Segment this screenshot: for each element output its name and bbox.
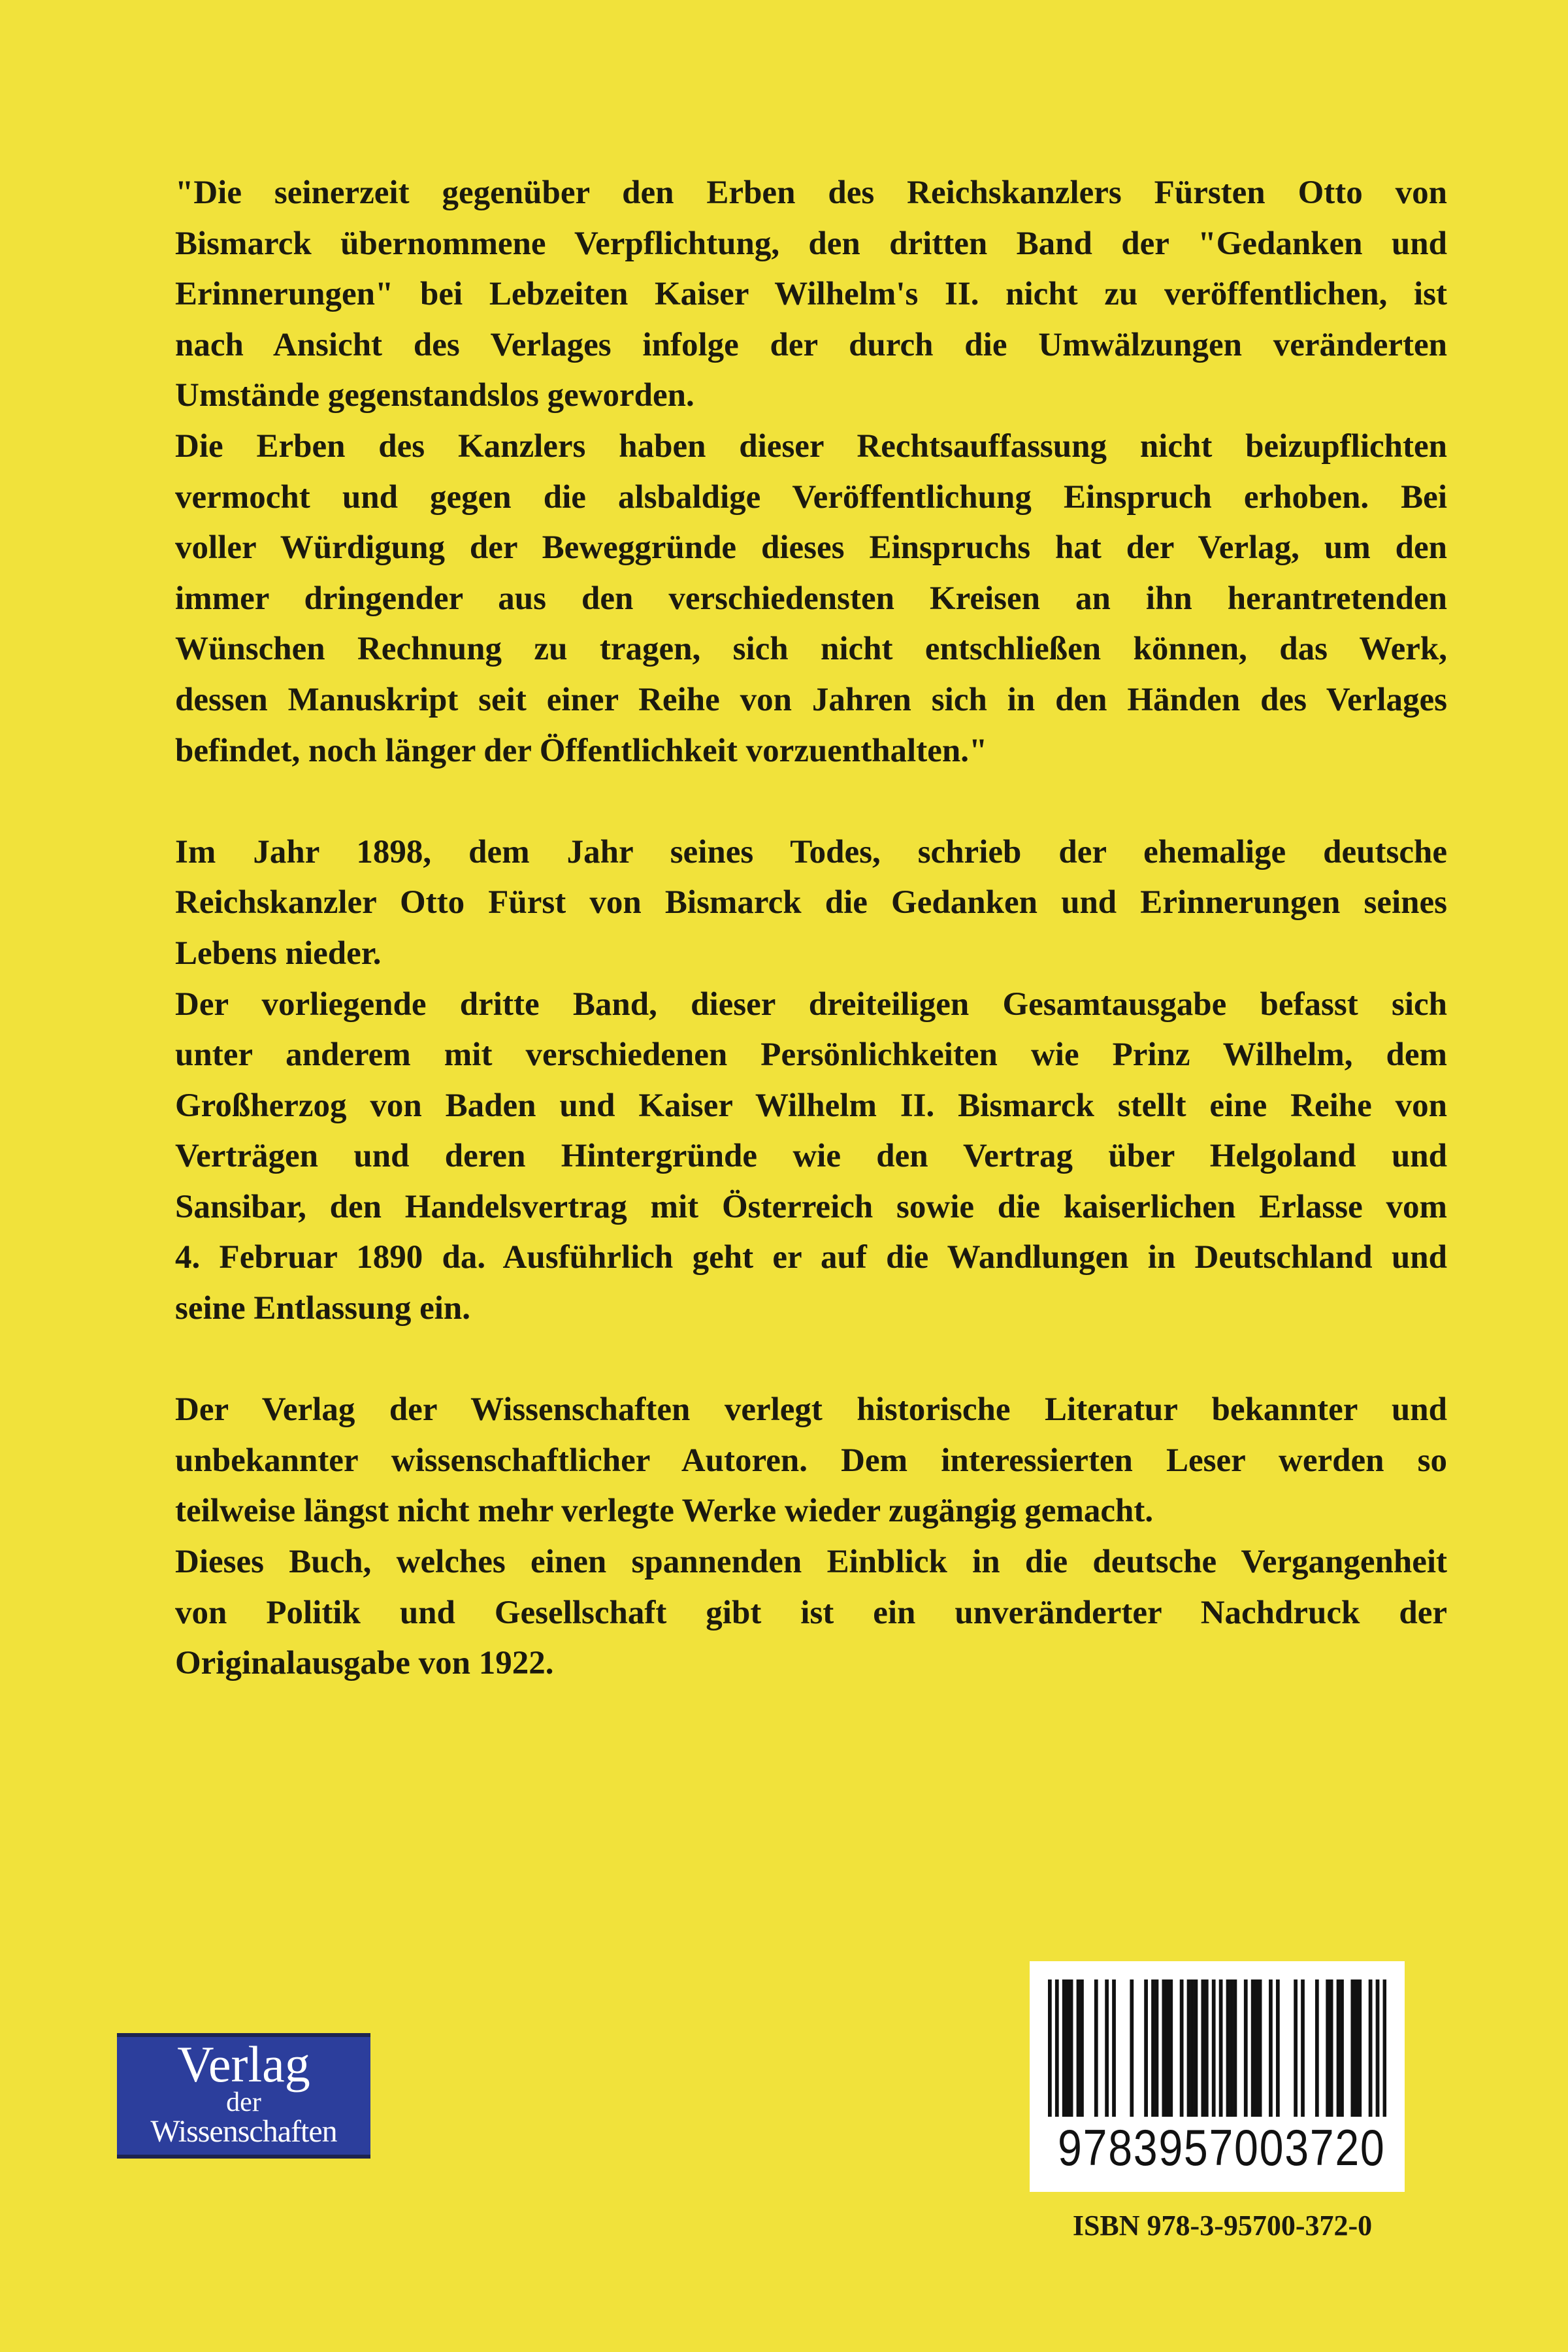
logo-line-3: Wissenschaften (150, 2114, 337, 2149)
barcode-bar (1105, 1979, 1109, 2117)
barcode-bar (1376, 1979, 1380, 2117)
barcode-bar (1080, 1979, 1084, 2117)
text-line: dessen Manuskript seit einer Reihe von Jahren sich in den Händen des Verlages (175, 681, 1447, 718)
text-line: von Politik und Gesellschaft gibt ist ein unveränderter Nachdruck der (175, 1594, 1447, 1631)
barcode-bar (1077, 1979, 1081, 2117)
barcode-bar (1326, 1979, 1330, 2117)
barcode-bar (1190, 1979, 1194, 2117)
text-line: immer dringender aus den verschiedensten Kreisen an ihn herantretenden (175, 580, 1447, 617)
barcode-bar (1350, 1979, 1354, 2117)
paragraph (175, 827, 1447, 980)
barcode-bar (1337, 1979, 1341, 2117)
text-line: Originalausgabe von 1922. (175, 1645, 554, 1682)
barcode-bar (1315, 1979, 1319, 2117)
isbn-label: ISBN 978-3-95700-372-0 (1072, 2210, 1373, 2242)
barcode-bar (1205, 1979, 1209, 2117)
barcode-bar (1194, 1979, 1198, 2117)
text-line: Großherzog von Baden und Kaiser Wilhelm II. Bismarck stellt eine Reihe von (175, 1087, 1447, 1124)
text-line: Der Verlag der Wissenschaften verlegt historische Literatur bekannter und (175, 1391, 1447, 1429)
barcode-bar (1180, 1979, 1184, 2117)
text-line: Verträgen und deren Hintergründe wie den Vertrag über Helgoland und (175, 1138, 1447, 1175)
text-line: Im Jahr 1898, dem Jahr seines Todes, schrieb der ehemalige deutsche (175, 833, 1447, 870)
barcode-bar (1055, 1979, 1059, 2117)
barcode-bar (1244, 1979, 1248, 2117)
paragraph (175, 980, 1447, 1334)
barcode-bar (1187, 1979, 1191, 2117)
paragraph (175, 1385, 1447, 1537)
barcode-bar (1048, 1979, 1052, 2117)
barcode-bar (1383, 1979, 1386, 2117)
barcode-bar (1162, 1979, 1166, 2117)
barcode-bar (1340, 1979, 1344, 2117)
text-line: unter anderem mit verschiedenen Persönlichkeiten wie Prinz Wilhelm, dem (175, 1036, 1447, 1074)
barcode-bar (1294, 1979, 1298, 2117)
barcode-bar (1269, 1979, 1273, 2117)
barcode-bar (1212, 1979, 1216, 2117)
barcode-bar (1144, 1979, 1148, 2117)
paragraph-gap (175, 776, 1447, 827)
logo-line-2: der (226, 2087, 261, 2117)
barcode-bars (1048, 1979, 1386, 2123)
barcode-bar (1330, 1979, 1333, 2117)
paragraph (175, 1537, 1447, 1689)
text-line: voller Würdigung der Beweggründe dieses Einspruchs hat der Verlag, um den (175, 529, 1447, 567)
barcode-bar (1251, 1979, 1255, 2117)
text-line: Reichskanzler Otto Fürst von Bismarck die Gedanken und Erinnerungen seines (175, 884, 1447, 921)
barcode-bar (1151, 1979, 1155, 2117)
barcode-bar (1094, 1979, 1098, 2117)
text-line: teilweise längst nicht mehr verlegte Werke wieder zugängig gemacht. (175, 1493, 1154, 1530)
paragraph-gap (175, 1334, 1447, 1385)
barcode-bar (1358, 1979, 1362, 2117)
barcode-bar (1230, 1979, 1233, 2117)
publisher-logo (117, 2033, 370, 2159)
text-line: Wünschen Rechnung zu tragen, sich nicht entschließen können, das Werk, (175, 631, 1447, 668)
barcode-bar (1254, 1979, 1258, 2117)
text-line: unbekannter wissenschaftlicher Autoren. Dem interessierten Leser werden so (175, 1442, 1447, 1479)
text-line: "Die seinerzeit gegenüber den Erben des Reichskanzlers Fürsten Otto von (175, 174, 1447, 211)
text-line: Sansibar, den Handelsvertrag mit Österreich sowie die kaiserlichen Erlasse vom (175, 1188, 1447, 1225)
text-line: Umstände gegenstandslos geworden. (175, 377, 694, 414)
text-line: Dieses Buch, welches einen spannenden Einblick in die deutsche Vergangenheit (175, 1544, 1447, 1581)
text-line: 4. Februar 1890 da. Ausführlich geht er auf die Wandlungen in Deutschland und (175, 1239, 1447, 1276)
barcode-bar (1219, 1979, 1223, 2117)
barcode-bar (1155, 1979, 1159, 2117)
barcode-bar (1258, 1979, 1262, 2117)
barcode-bar (1070, 1979, 1073, 2117)
barcode-bar (1354, 1979, 1358, 2117)
text-line: befindet, noch länger der Öffentlichkeit vorzuenthalten." (175, 732, 988, 769)
barcode-bar (1166, 1979, 1169, 2117)
barcode-bar (1301, 1979, 1305, 2117)
text-line: vermocht und gegen die alsbaldige Veröffentlichung Einspruch erhoben. Bei (175, 478, 1447, 516)
barcode-bar (1112, 1979, 1116, 2117)
text-line: Lebens nieder. (175, 935, 382, 972)
barcode-bar (1066, 1979, 1070, 2117)
barcode (1030, 1961, 1405, 2192)
text-line: Erinnerungen" bei Lebzeiten Kaiser Wilhelm's II. nicht zu veröffentlichen, ist (175, 276, 1447, 313)
paragraph (175, 168, 1447, 422)
barcode-digits: 9783957003720 (1058, 2119, 1386, 2176)
barcode-bar (1201, 1979, 1205, 2117)
barcode-bar (1169, 1979, 1173, 2117)
barcode-bar (1062, 1979, 1066, 2117)
text-line: Der vorliegende dritte Band, dieser dreiteiligen Gesamtausgabe befasst sich (175, 986, 1447, 1023)
back-cover-text (175, 168, 1447, 1689)
barcode-bar (1226, 1979, 1230, 2117)
logo-line-1: Verlag (177, 2036, 310, 2093)
barcode-bar (1276, 1979, 1280, 2117)
barcode-bar (1130, 1979, 1134, 2117)
text-line: Bismarck übernommene Verpflichtung, den dritten Band der "Gedanken und (175, 225, 1447, 262)
text-line: nach Ansicht des Verlages infolge der durch die Umwälzungen veränderten (175, 326, 1447, 363)
barcode-bar (1233, 1979, 1237, 2117)
paragraph (175, 422, 1447, 776)
text-line: seine Entlassung ein. (175, 1290, 471, 1327)
text-line: Die Erben des Kanzlers haben dieser Rechtsauffassung nicht beizupflichten (175, 427, 1447, 465)
barcode-bar (1369, 1979, 1373, 2117)
